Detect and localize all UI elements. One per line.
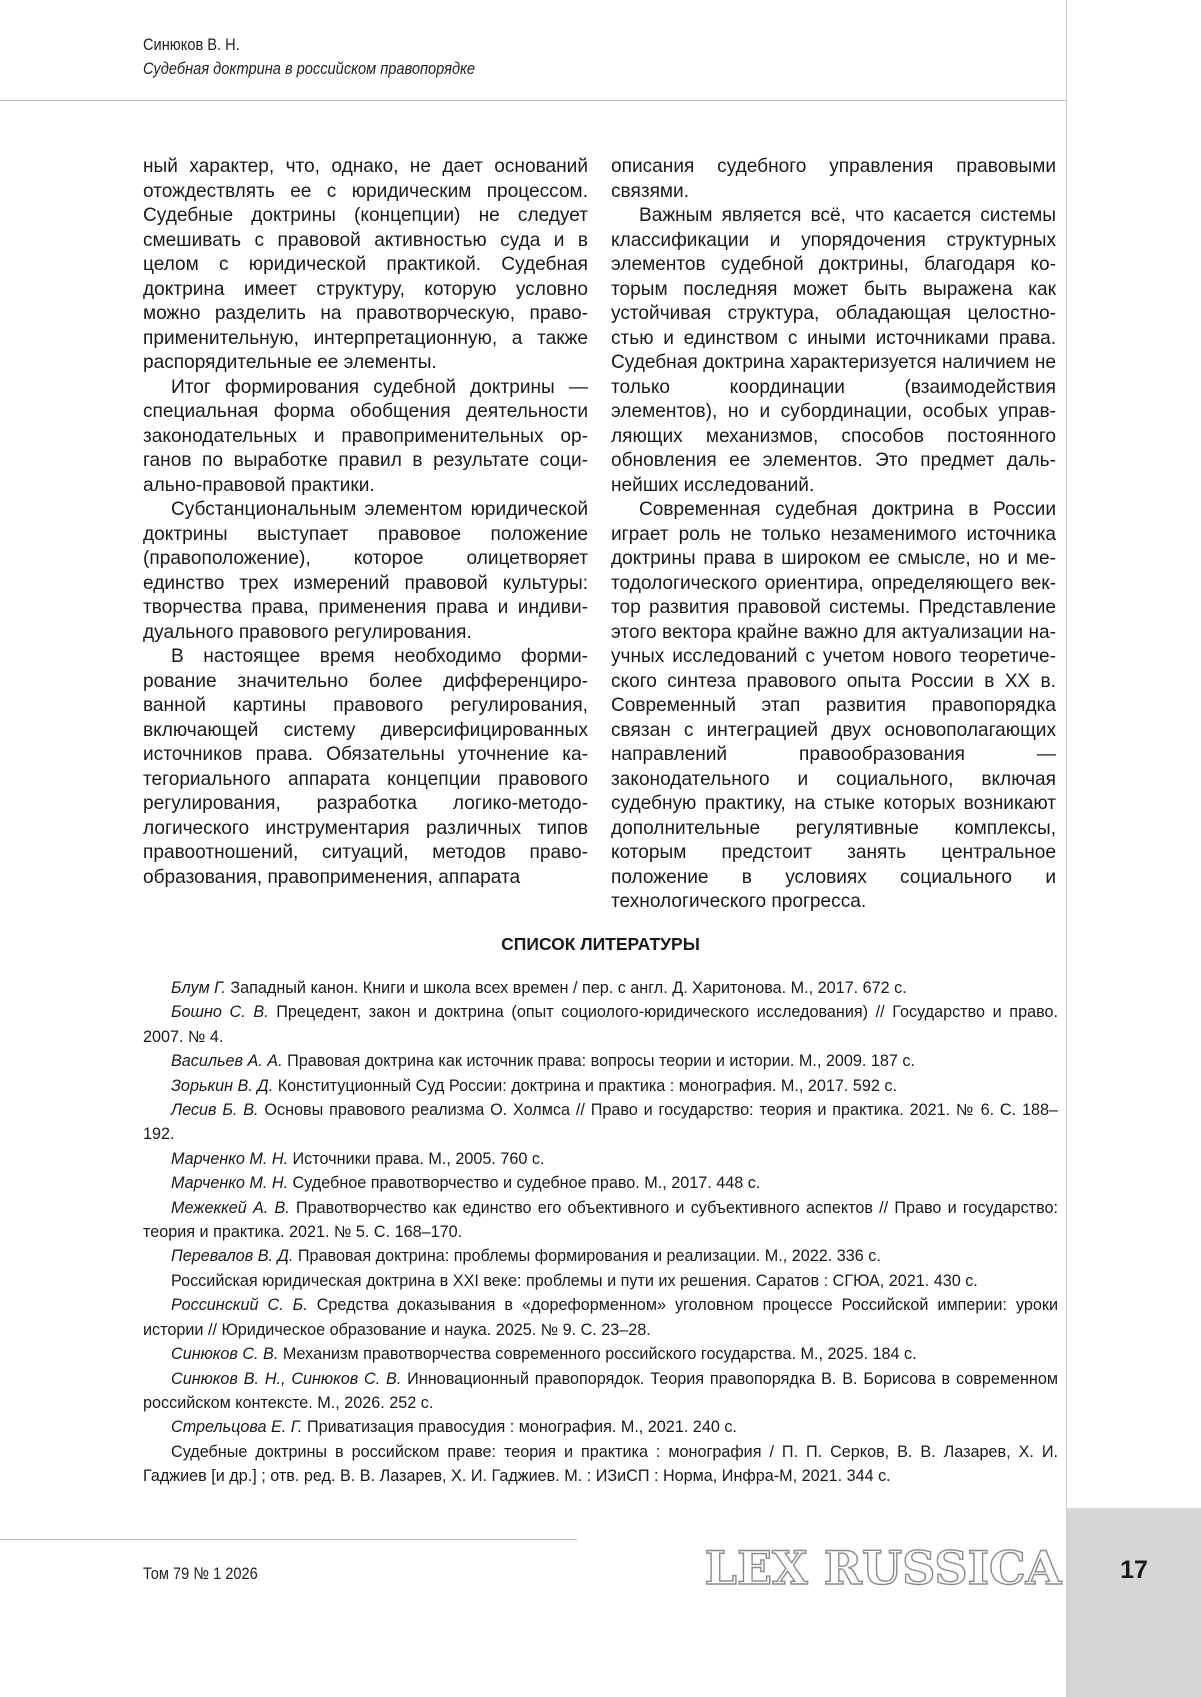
- paragraph: Современная судебная доктрина в России играет роль не только незаменимого источника доктрины права в широком ее смысле, но и методологического ориентира, определяющего вектор развития правовой системы. Представление этого вектора крайне важно для актуализации научных исследований с учетом нового теоретического синтеза правового опыта России в XX в. Современный этап развития правопорядка связан с интеграцией двух основополагающих направлений правообразования — законодательного и социального, включая судебную практику, на стыке которых возникают дополнительные регулятивные комплексы, которым предстоит занять центральное положение в условиях социального и технологического прогресса.: [611, 499, 1056, 912]
- right-sidebar: [1066, 0, 1201, 1697]
- reference-text: Судебные доктрины в российском праве: теория и практика : монография / П. П. Серков, В. В. Лазарев, Х. И. Гаджиев [и др.] ; отв. ред. В. В. Лазарев, Х. И. Гаджиев. М. : ИЗиСП : Норма, Инфра-М, 2021. 344 с.: [143, 1442, 1058, 1486]
- reference-author: Синюков В. Н., Синюков С. В.: [171, 1369, 402, 1388]
- reference-item: [143, 1342, 1058, 1366]
- paragraph: ный характер, что, однако, не дает оснований отождествлять ее с юридическим процессом. Судебные доктрины (концепции) не следует смешивать с правовой активностью суда и в целом с юридической практикой. Судебная доктрина имеет структуру, которую условно можно разделить на правотворческую, правоприменительную, интерпретационную, а также распорядительные ее элементы.: [143, 156, 588, 373]
- reference-author: Блум Г.: [171, 979, 226, 997]
- reference-author: Стрельцова Е. Г.: [171, 1418, 303, 1437]
- reference-text: Механизм правотворчества современного российского государства. М., 2025. 184 с.: [282, 1345, 917, 1364]
- reference-item: [143, 1074, 1058, 1098]
- reference-item: [143, 1269, 1058, 1293]
- reference-text: Инновационный правопорядок. Теория правопорядка В. В. Борисова в современном российском контексте. М., 2026. 252 с.: [143, 1369, 1058, 1412]
- reference-item: [143, 976, 1058, 1000]
- references-list: [143, 976, 1058, 1489]
- body-column-left: [143, 155, 588, 890]
- header-author: Синюков В. Н.: [143, 35, 240, 54]
- paragraph: Важным является всё, что касается системы классификации и упорядочения структурных элементов судебной доктрины, благодаря которым последняя может быть выражена как устойчивая структура, обладающая целостностью и единством с иными источниками права. Судебная доктрина характеризуется наличием не только координации (взаимодействия элементов), но и субординации, особых управляющих механизмов, способов постоянного обновления ее элементов. Это предмет дальнейших исследований.: [611, 205, 1056, 496]
- reference-author: Марченко М. Н.: [171, 1174, 289, 1193]
- running-header: [143, 33, 1043, 81]
- page-number-block: [1067, 1508, 1201, 1697]
- reference-author: Россинский С. Б.: [171, 1296, 308, 1315]
- reference-item: [143, 1440, 1058, 1489]
- reference-text: Средства доказывания в «дореформенном» уголовном процессе Российской империи: уроки истории // Юридическое образование и наука. 2025. № 9. С. 23–28.: [143, 1296, 1058, 1339]
- reference-author: Зорькин В. Д.: [171, 1076, 274, 1095]
- reference-item: [143, 1171, 1058, 1195]
- reference-text: Основы правового реализма О. Холмса // Право и государство: теория и практика. 2021. № 6. С. 188–192.: [143, 1101, 1058, 1144]
- header-subtitle: Судебная доктрина в российском правопорядке: [143, 59, 476, 78]
- reference-author: Васильев А. А.: [171, 1052, 283, 1071]
- reference-text: Правотворчество как единство его объективного и субъективного аспектов // Право и государство: теория и практика. 2021. № 5. С. 168–170.: [143, 1198, 1058, 1242]
- reference-text: Источники права. М., 2005. 760 с.: [292, 1149, 545, 1168]
- references-title: СПИСОК ЛИТЕРАТУРЫ: [501, 934, 700, 954]
- footer-divider: [0, 1539, 577, 1540]
- reference-item: [143, 1367, 1058, 1416]
- reference-text: Конституционный Суд России: доктрина и практика : монография. М., 2017. 592 с.: [277, 1076, 897, 1095]
- reference-item: [143, 1293, 1058, 1342]
- reference-author: Бошно С. В.: [171, 1003, 269, 1022]
- reference-author: Лесив Б. В.: [171, 1101, 259, 1120]
- reference-text: Правовая доктрина: проблемы формирования и реализации. М., 2022. 336 с.: [297, 1247, 881, 1266]
- reference-text: Правовая доктрина как источник права: вопросы теории и истории. М., 2009. 187 с.: [287, 1052, 915, 1071]
- logo-wordmark: LEX RUSSICA: [704, 1541, 1062, 1595]
- header-divider: [0, 100, 1066, 101]
- reference-item: [143, 1098, 1058, 1147]
- reference-item: [143, 1415, 1058, 1439]
- journal-issue: Том 79 № 1 2026: [143, 1564, 258, 1583]
- reference-item: [143, 1196, 1058, 1245]
- reference-item: [143, 1244, 1058, 1268]
- reference-author: Синюков С. В.: [171, 1345, 279, 1364]
- body-column-right: [611, 155, 1056, 915]
- journal-logo: [704, 1534, 1062, 1598]
- reference-text: Приватизация правосудия : монография. М., 2021. 240 с.: [306, 1418, 737, 1437]
- reference-author: Перевалов В. Д.: [171, 1247, 294, 1266]
- reference-item: [143, 1000, 1058, 1049]
- paragraph: В настоящее время необходимо формирование значительно более дифференцированной картины правового регулирования, включающей систему диверсифицированных источников права. Обязательны уточнение категориального аппарата концепции правового регулирования, разработка логико-методологического инструментария различных типов правоотношений, ситуаций, методов правообразования, правоприменения, аппарата: [143, 646, 588, 888]
- reference-text: Западный канон. Книги и школа всех времен / пер. с англ. Д. Харитонова. М., 2017. 672 с.: [230, 979, 907, 997]
- paragraph: описания судебного управления правовыми связями.: [611, 156, 1056, 202]
- paragraph: Итог формирования судебной доктрины — специальная форма обобщения деятельности законодательных и правоприменительных органов по выработке правил в результате социально-правовой практики.: [143, 376, 588, 496]
- reference-item: [143, 1049, 1058, 1073]
- reference-text: Российская юридическая доктрина в XXI веке: проблемы и пути их решения. Саратов : СГЮА, 2021. 430 с.: [171, 1271, 978, 1290]
- reference-author: Межеккей А. В.: [171, 1198, 290, 1217]
- reference-author: Марченко М. Н.: [171, 1149, 289, 1168]
- page-number: 17: [1120, 1556, 1148, 1584]
- reference-item: [143, 1147, 1058, 1171]
- reference-text: Судебное правотворчество и судебное право. М., 2017. 448 с.: [292, 1174, 761, 1193]
- paragraph: Субстанциональным элементом юридической доктрины выступает правовое положение (правоположение), которое олицетворяет единство трех измерений правовой культуры: творчества права, применения права и индивидуального правового регулирования.: [143, 499, 588, 643]
- reference-text: Прецедент, закон и доктрина (опыт социолого-юридического исследования) // Государство и право. 2007. № 4.: [143, 1003, 1058, 1046]
